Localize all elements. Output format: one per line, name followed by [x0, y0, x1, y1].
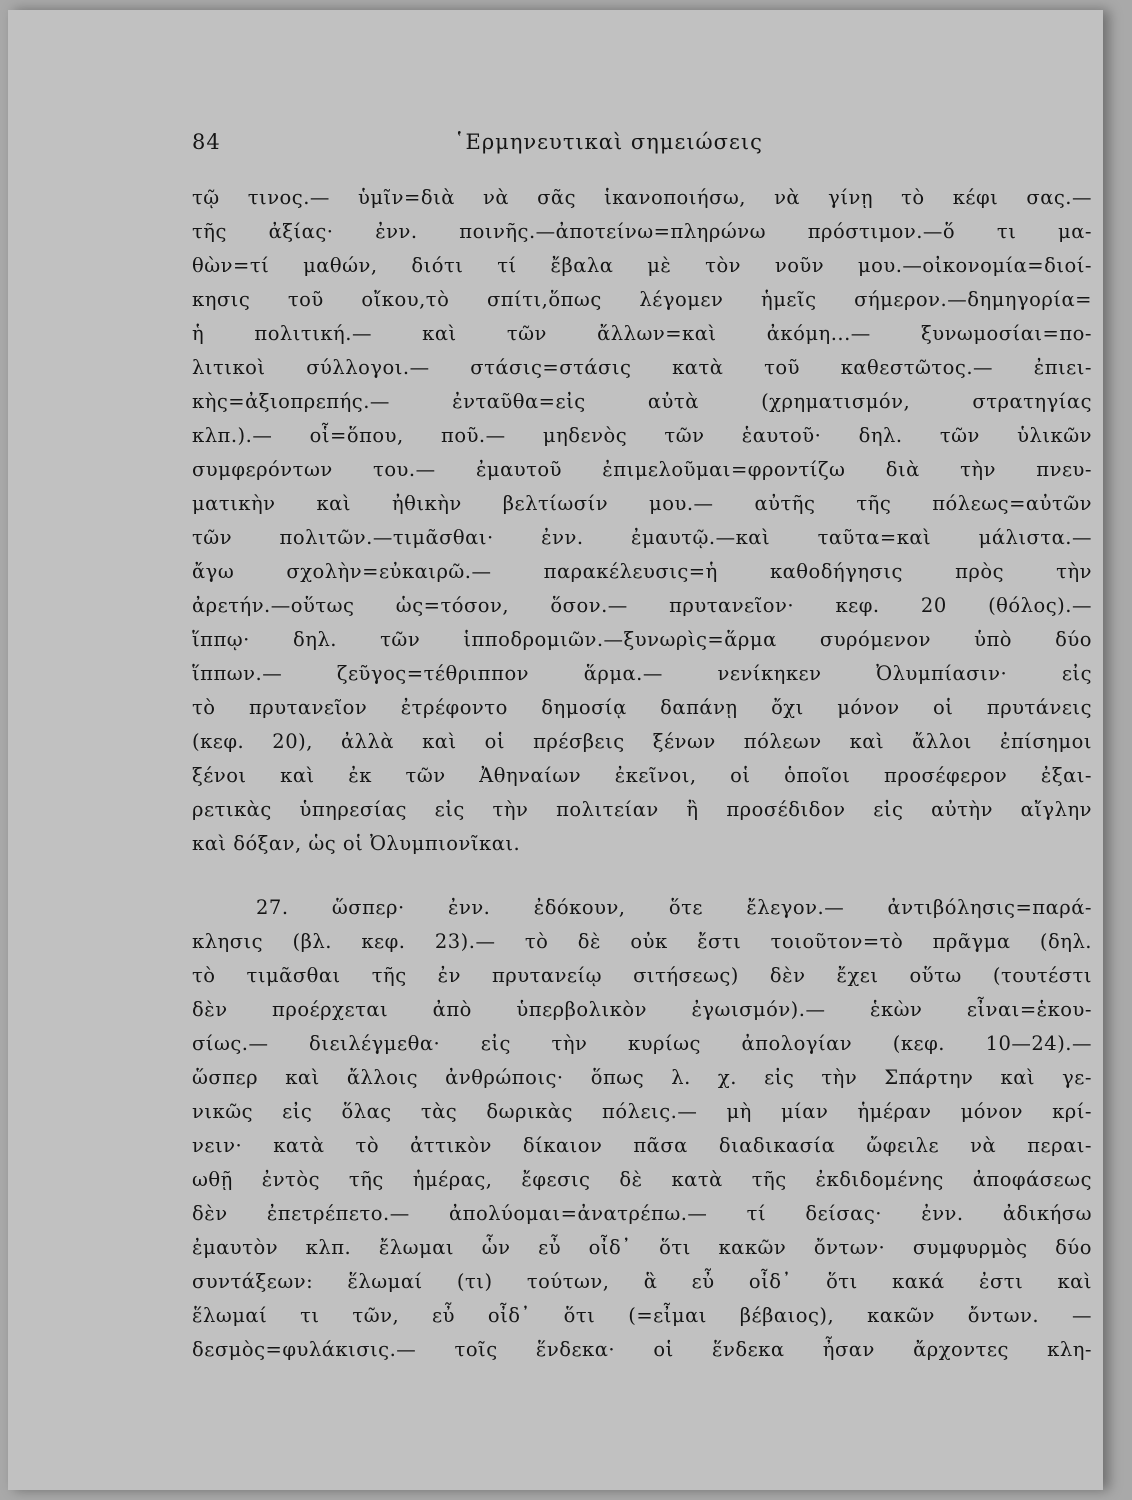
text-line: (κεφ. 20), ἀλλὰ καὶ οἱ πρέσβεις ξένων πόλεων καὶ ἄλλοι ἐπίσημοι [192, 730, 1092, 753]
text-line: 27. ὥσπερ· ἐνν. ἐδόκουν, ὅτε ἔλεγον.— ἀντιβόλησις=παρά- [256, 896, 1092, 919]
text-line: τῷ τινος.— ὑμῖν=διὰ νὰ σᾶς ἱκανοποιήσω, νὰ γίνῃ τὸ κέφι σας.— [192, 186, 1092, 209]
text-line: τῶν πολιτῶν.—τιμᾶσθαι· ἐνν. ἐμαυτῷ.—καὶ ταῦτα=καὶ μάλιστα.— [192, 526, 1092, 549]
text-line: νειν· κατὰ τὸ ἀττικὸν δίκαιον πᾶσα διαδικασία ὤφειλε νὰ περαι- [192, 1134, 1092, 1157]
text-line: δὲν προέρχεται ἀπὸ ὑπερβολικὸν ἐγωισμόν).— ἑκὼν εἶναι=ἑκου- [192, 998, 1092, 1021]
body-text [192, 181, 1092, 1367]
running-title: ῾Ερμηνευτικαὶ σημειώσεις [454, 130, 763, 154]
text-line: ἀρετήν.—οὕτως ὡς=τόσον, ὅσον.— πρυτανεῖον· κεφ. 20 (θόλος).— [192, 594, 1092, 617]
paragraph [192, 891, 1092, 1367]
paragraph [192, 181, 1092, 861]
text-line: ἵππῳ· δηλ. τῶν ἱπποδρομιῶν.—ξυνωρὶς=ἅρμα συρόμενον ὑπὸ δύο [192, 628, 1092, 651]
text-line: ἵππων.— ζεῦγος=τέθριππον ἅρμα.— νενίκηκεν Ὀλυμπίασιν· εἰς [192, 662, 1092, 685]
text-line: τὸ πρυτανεῖον ἐτρέφοντο δημοσίᾳ δαπάνῃ ὄχι μόνον οἱ πρυτάνεις [192, 696, 1092, 719]
text-line: ρετικὰς ὑπηρεσίας εἰς τὴν πολιτείαν ἢ προσέδιδον εἰς αὐτὴν αἴγλην [192, 798, 1092, 821]
text-line: νικῶς εἰς ὅλας τὰς δωρικὰς πόλεις.— μὴ μίαν ἡμέραν μόνον κρί- [192, 1100, 1092, 1123]
text-line: ἄγω σχολὴν=εὐκαιρῶ.— παρακέλευσις=ἡ καθοδήγησις πρὸς τὴν [192, 560, 1092, 583]
page-number: 84 [192, 130, 221, 154]
text-line: λιτικοὶ σύλλογοι.— στάσις=στάσις κατὰ τοῦ καθεστῶτος.— ἐπιει- [192, 356, 1092, 379]
text-line: ωθῇ ἐντὸς τῆς ἡμέρας, ἔφεσις δὲ κατὰ τῆς ἐκδιδομένης ἀποφάσεως [192, 1168, 1092, 1191]
text-line: τὸ τιμᾶσθαι τῆς ἐν πρυτανείῳ σιτήσεως) δὲν ἔχει οὕτω (τουτέστι [192, 964, 1092, 987]
text-line: καὶ δόξαν, ὡς οἱ Ὀλυμπιονῖκαι. [192, 832, 521, 855]
text-line: θὼν=τί μαθών, διότι τί ἔβαλα μὲ τὸν νοῦν μου.—οἰκονομία=διοί- [192, 254, 1092, 277]
text-line: κὴς=ἀξιοπρεπής.— ἐνταῦθα=εἰς αὐτὰ (χρηματισμόν, στρατηγίας [192, 390, 1092, 413]
text-line: ξένοι καὶ ἐκ τῶν Ἀθηναίων ἐκεῖνοι, οἱ ὁποῖοι προσέφερον ἐξαι- [192, 764, 1092, 787]
text-line: δεσμὸς=φυλάκισις.— τοῖς ἕνδεκα· οἱ ἕνδεκα ἦσαν ἄρχοντες κλη- [192, 1338, 1092, 1361]
text-line: ματικὴν καὶ ἠθικὴν βελτίωσίν μου.— αὐτῆς τῆς πόλεως=αὐτῶν [192, 492, 1092, 515]
text-line: ὥσπερ καὶ ἄλλοις ἀνθρώποις· ὅπως λ. χ. εἰς τὴν Σπάρτην καὶ γε- [192, 1066, 1092, 1089]
text-line: κλπ.).— οἷ=ὅπου, ποῦ.— μηδενὸς τῶν ἑαυτοῦ· δηλ. τῶν ὑλικῶν [192, 424, 1092, 447]
text-line: κησις τοῦ οἴκου,τὸ σπίτι,ὅπως λέγομεν ἡμεῖς σήμερον.—δημηγορία= [192, 288, 1092, 311]
text-line: συμφερόντων του.— ἐμαυτοῦ ἐπιμελοῦμαι=φροντίζω διὰ τὴν πνευ- [192, 458, 1092, 481]
text-line: κλησις (βλ. κεφ. 23).— τὸ δὲ οὐκ ἔστι τοιοῦτον=τὸ πρᾶγμα (δηλ. [192, 930, 1092, 953]
text-line: σίως.— διειλέγμεθα· εἰς τὴν κυρίως ἀπολογίαν (κεφ. 10—24).— [192, 1032, 1092, 1055]
text-line: ἕλωμαί τι τῶν, εὖ οἶδ᾽ ὅτι (=εἶμαι βέβαιος), κακῶν ὄντων. — [192, 1304, 1092, 1327]
text-line: τῆς ἀξίας· ἐνν. ποινῆς.—ἀποτείνω=πληρώνω πρόστιμον.—ὅ τι μα- [192, 220, 1092, 243]
text-line: δὲν ἐπετρέπετο.— ἀπολύομαι=ἀνατρέπω.— τί δείσας· ἐνν. ἀδικήσω [192, 1202, 1092, 1225]
text-line: ἐμαυτὸν κλπ. ἔλωμαι ὧν εὖ οἶδ᾽ ὅτι κακῶν ὄντων· συμφυρμὸς δύο [192, 1236, 1092, 1259]
text-line: συντάξεων: ἕλωμαί (τι) τούτων, ἃ εὖ οἶδ᾽ ὅτι κακά ἐστι καὶ [192, 1270, 1092, 1293]
text-line: ἡ πολιτική.— καὶ τῶν ἄλλων=καὶ ἀκόμη...— ξυνωμοσίαι=πο- [192, 322, 1092, 345]
